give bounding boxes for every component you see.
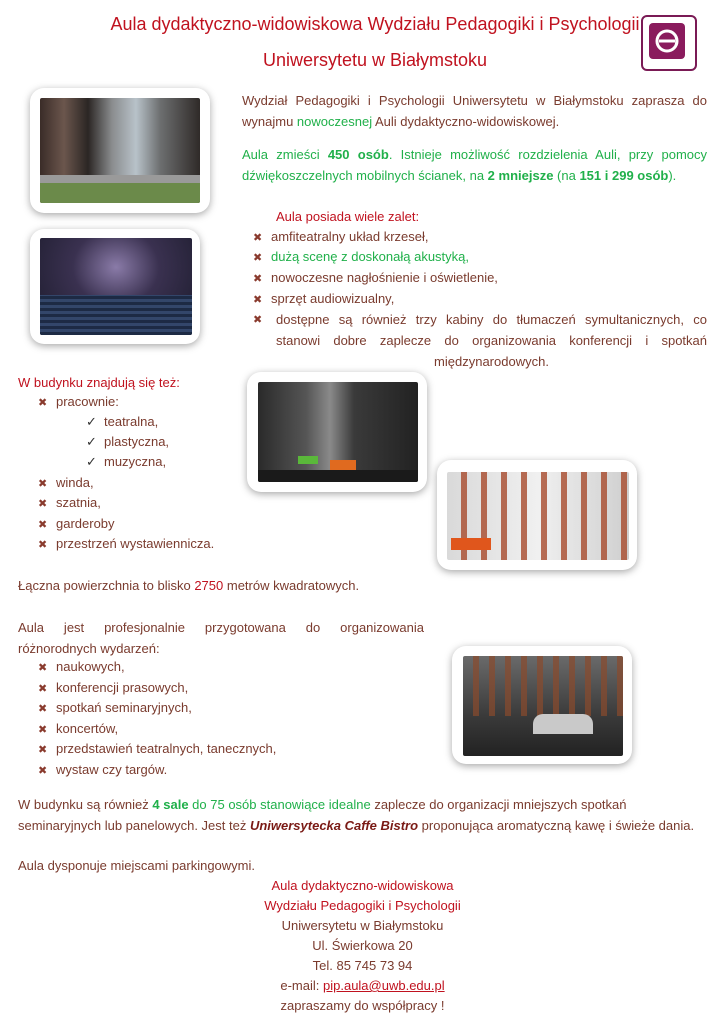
cross-bullet-icon: ✖ (253, 294, 263, 306)
list-item: ✖ amfiteatralny układ krzeseł, (253, 227, 429, 248)
cross-bullet-icon: ✖ (253, 273, 263, 285)
cross-bullet-icon: ✖ (38, 744, 48, 756)
contact-closing: zapraszamy do współpracy ! (280, 998, 445, 1013)
faculty-logo (641, 15, 697, 71)
list-item: ✖ wystaw czy targów. (38, 760, 167, 781)
list-item: ✖ dużą scenę z doskonałą akustyką, (253, 247, 469, 268)
email-link[interactable]: pip.aula@uwb.edu.pl (323, 978, 445, 993)
cross-bullet-icon: ✖ (38, 703, 48, 715)
intro-paragraph-2: Aula zmieści 450 osób. Istnieje możliwość rozdzielenia Auli, przy pomocy dźwiękoszczelnych mobilnych ścianek, na 2 mniejsze (na 151 i 299 osób). (242, 147, 708, 183)
cross-bullet-icon: ✖ (38, 765, 48, 777)
list-item: ✖ szatnia, (38, 493, 101, 514)
rooms-paragraph: W budynku są również 4 sale do 75 osób stanowiące idealne zaplecze do organizacji mniejszych spotkań seminaryjnych lub panelowych. Jest też Uniwersytecka Caffe Bistro proponująca aromatyczną kawę i świeże dania. (18, 797, 695, 833)
contact-address: Ul. Świerkowa 20 (312, 938, 413, 953)
list-item: ✖ przedstawień teatralnych, tanecznych, (38, 739, 276, 760)
contact-line1: Aula dydaktyczno-widowiskowa (271, 878, 454, 893)
page-title-line1: Aula dydaktyczno-widowiskowa Wydziału Pedagogiki i Psychologii (110, 14, 640, 34)
intro-paragraph-1: Wydział Pedagogiki i Psychologii Uniwersytetu w Białymstoku zaprasza do wynajmu nowoczesnej Auli dydaktyczno-widowiskowej. (242, 93, 707, 129)
list-item: ✖ spotkań seminaryjnych, (38, 698, 192, 719)
auditorium-photo (30, 229, 200, 344)
cross-bullet-icon: ✖ (253, 232, 263, 244)
list-item: ✖ konferencji prasowych, (38, 678, 188, 699)
lobby-photo (247, 372, 427, 492)
cross-bullet-icon: ✖ (38, 519, 48, 531)
list-item: ✖ nowoczesne nagłośnienie i oświetlenie, (253, 268, 498, 289)
list-item: ✖ sprzęt audiowizualny, (253, 289, 394, 310)
cross-bullet-icon: ✖ (38, 498, 48, 510)
cross-bullet-icon: ✖ (38, 478, 48, 490)
cross-bullet-icon: ✖ (38, 724, 48, 736)
cross-bullet-icon: ✖ (38, 539, 48, 551)
list-item: dostępne są również trzy kabiny do tłumaczeń symultanicznych, co stanowi dobre zaplecze do organizowania konferencji i spotkań międzynarodowych. (276, 312, 707, 369)
cross-bullet-icon: ✖ (38, 683, 48, 695)
building-heading: W budynku znajdują się też: (18, 375, 180, 390)
cross-bullet-icon: ✖ (38, 397, 48, 409)
checkmark-icon: ✓ (86, 414, 97, 429)
list-item: ✓ teatralna, (86, 412, 158, 432)
checkmark-icon: ✓ (86, 454, 97, 469)
cross-bullet-icon: ✖ (253, 314, 263, 326)
list-item: ✖ pracownie: (38, 392, 119, 413)
list-item: ✓ muzyczna, (86, 452, 166, 472)
list-item: ✖ przestrzeń wystawiennicza. (38, 534, 214, 555)
list-item: ✖ winda, (38, 473, 94, 494)
checkmark-icon: ✓ (86, 434, 97, 449)
list-item: ✖ naukowych, (38, 657, 125, 678)
cross-bullet-icon: ✖ (38, 662, 48, 674)
parking-text: Aula dysponuje miejscami parkingowymi. (18, 858, 255, 873)
building-exterior-photo (30, 88, 210, 213)
hall-photo (437, 460, 637, 570)
events-intro: Aula jest profesjonalnie przygotowana do organizowania różnorodnych wydarzeń: (18, 620, 424, 656)
advantages-heading: Aula posiada wiele zalet: (276, 209, 420, 224)
cross-bullet-icon: ✖ (253, 252, 263, 264)
list-item: ✖ garderoby (38, 514, 115, 535)
contact-line2: Wydziału Pedagogiki i Psychologii (264, 898, 461, 913)
list-item: ✖ koncertów, (38, 719, 118, 740)
page-title-line2: Uniwersytetu w Białymstoku (262, 50, 488, 70)
area-text: Łączna powierzchnia to blisko 2750 metrów kwadratowych. (18, 578, 360, 593)
contact-email-line: e-mail: pip.aula@uwb.edu.pl (280, 978, 445, 993)
cafe-photo (452, 646, 632, 764)
contact-phone: Tel. 85 745 73 94 (312, 958, 413, 973)
list-item: ✓ plastyczna, (86, 432, 169, 452)
contact-line3: Uniwersytetu w Białymstoku (281, 918, 444, 933)
